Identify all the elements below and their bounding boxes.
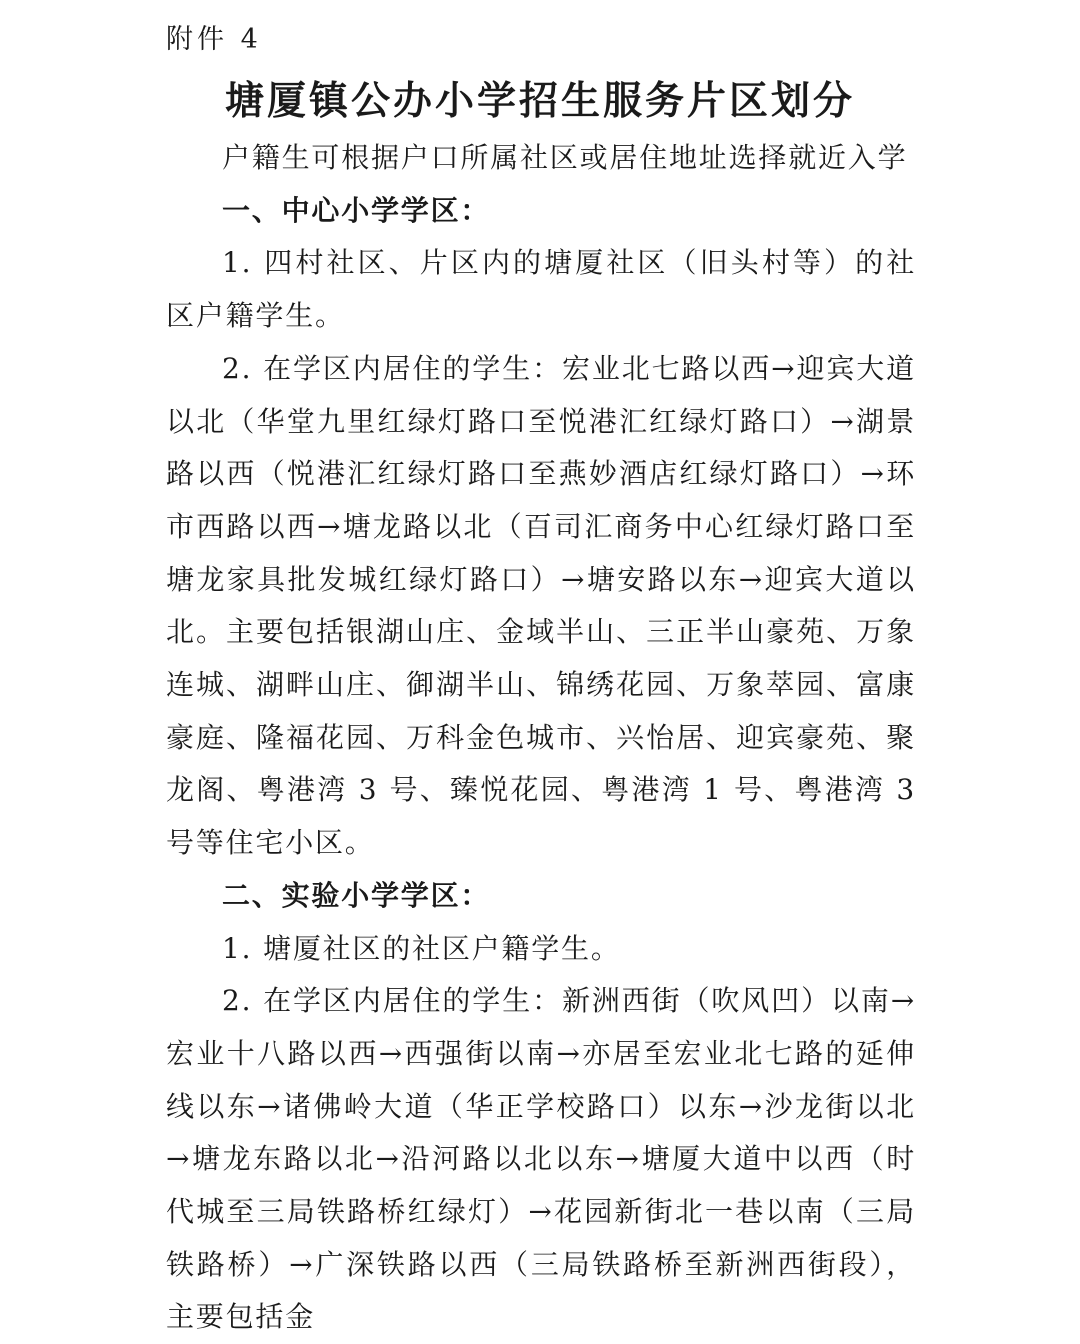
document-title: 塘厦镇公办小学招生服务片区划分: [224, 79, 855, 124]
section2-heading: 二、实验小学学区：: [222, 878, 491, 912]
section1-heading: 一、中心小学学区：: [222, 193, 491, 227]
section2-item2: 2. 在学区内居住的学生：新洲西街（吹风凹）以南→宏业十八路以西→西强街以南→亦居至宏业北七路的延伸线以东→诸佛岭大道（华正学校路口）以东→沙龙街以北→塘龙东路以北→沿河路以北以东→塘厦大道中以西（时代城至三局铁路桥红绿灯）→花园新街北一巷以南（三局铁路桥）→广深铁路以西（三局铁路桥至新洲西街段），主要包括金: [166, 984, 916, 1334]
section1-item1: 1. 四村社区、片区内的塘厦社区（旧头村等）的社区户籍学生。: [166, 246, 916, 333]
attachment-label: 附件 4: [166, 24, 262, 55]
intro-paragraph: 户籍生可根据户口所属社区或居住地址选择就近入学: [222, 141, 908, 174]
section1-item2: 2. 在学区内居住的学生：宏业北七路以西→迎宾大道以北（华堂九里红绿灯路口至悦港汇红绿灯路口）→湖景路以西（悦港汇红绿灯路口至燕妙酒店红绿灯路口）→环市西路以西→塘龙路以北（百司汇商务中心红绿灯路口至塘龙家具批发城红绿灯路口）→塘安路以东→迎宾大道以北。主要包括银湖山庄、金域半山、三正半山豪苑、万象连城、湖畔山庄、御湖半山、锦绣花园、万象萃园、富康豪庭、隆福花园、万科金色城市、兴怡居、迎宾豪苑、聚龙阁、粤港湾 3 号、臻悦花园、粤港湾 1 号、粤港湾 3 号等住宅小区。: [166, 351, 916, 860]
document-body: [166, 132, 916, 1344]
section2-item1: 1. 塘厦社区的社区户籍学生。: [222, 931, 621, 965]
